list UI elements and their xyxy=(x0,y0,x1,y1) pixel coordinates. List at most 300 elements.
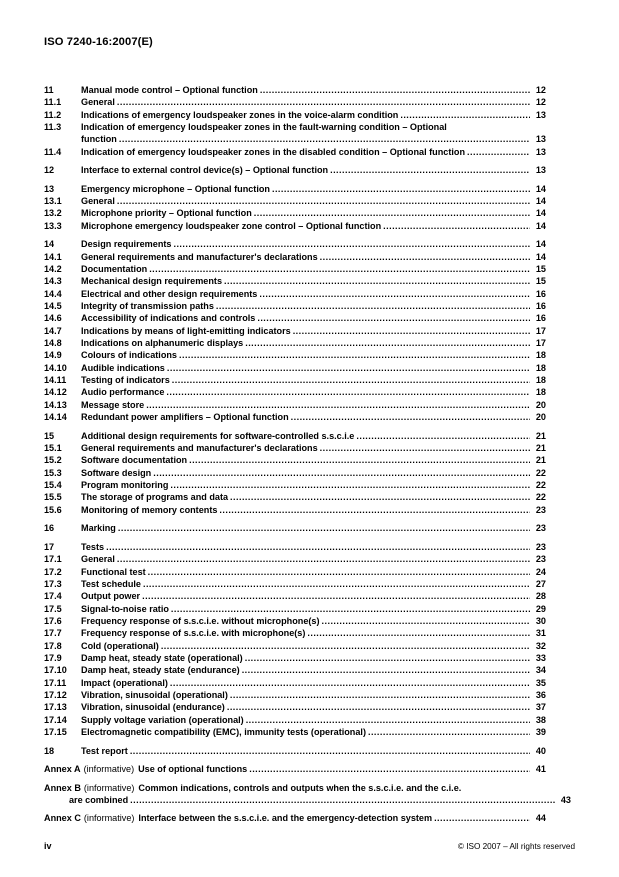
entry-title: Testing of indicators xyxy=(81,375,170,386)
entry-clause-number: 17.15 xyxy=(44,726,67,737)
entry-title-line xyxy=(81,541,546,553)
entry-page-number: 13 xyxy=(535,109,546,120)
entry-page-number: 16 xyxy=(535,313,546,324)
leader-dots xyxy=(245,337,530,349)
entry-title: Electromagnetic compatibility (EMC), immunity tests (operational) xyxy=(81,726,366,737)
toc-entry[interactable] xyxy=(44,374,546,386)
entry-clause-number: 14.13 xyxy=(44,399,67,410)
entry-page-number: 12 xyxy=(535,85,546,95)
entry-body xyxy=(81,652,546,664)
entry-clause-number: 14.3 xyxy=(44,276,62,287)
leader-dots xyxy=(189,454,530,466)
leader-dots xyxy=(307,627,530,639)
toc-entry[interactable] xyxy=(44,337,546,349)
toc-entry[interactable] xyxy=(44,164,546,176)
entry-title: Frequency response of s.s.c.i.e. with microphone(s) xyxy=(81,628,306,639)
leader-dots xyxy=(172,374,530,386)
entry-body xyxy=(81,238,546,250)
entry-page-number: 18 xyxy=(535,387,546,398)
toc-annex-entry[interactable] xyxy=(44,782,571,807)
entry-body xyxy=(81,146,546,158)
entry-page-number: 41 xyxy=(535,764,546,775)
leader-dots xyxy=(368,726,530,738)
entry-body xyxy=(81,504,546,516)
leader-dots xyxy=(153,467,530,479)
toc-entry[interactable] xyxy=(44,701,546,713)
entry-clause-number: 17.1 xyxy=(44,554,62,565)
entry-page-number: 34 xyxy=(535,665,546,676)
entry-page-number: 23 xyxy=(535,541,546,552)
leader-dots xyxy=(254,207,530,219)
toc-entry[interactable] xyxy=(44,590,546,602)
entry-clause-number: 14.4 xyxy=(44,288,62,299)
annex-title: Interface between the s.s.c.i.e. and the emergency-detection system xyxy=(138,813,433,824)
entry-page-number: 36 xyxy=(535,689,546,700)
entry-title-line xyxy=(81,386,546,398)
entry-clause-number: 14.6 xyxy=(44,313,62,324)
entry-clause-number: 12 xyxy=(44,165,55,176)
toc-entry[interactable] xyxy=(44,300,546,312)
toc-entry[interactable] xyxy=(44,411,546,423)
entry-body xyxy=(81,386,546,398)
entry-page-number: 12 xyxy=(535,97,546,108)
entry-clause-number: 13.2 xyxy=(44,208,62,219)
entry-page-number: 14 xyxy=(535,183,546,194)
entry-title-line xyxy=(81,133,546,145)
entry-page-number: 16 xyxy=(535,301,546,312)
toc-entry[interactable] xyxy=(44,312,546,324)
entry-body xyxy=(81,701,546,713)
entry-body xyxy=(81,399,546,411)
toc-entry[interactable] xyxy=(44,121,546,146)
entry-title-line xyxy=(44,763,546,775)
annex-title: Use of optional functions xyxy=(138,764,248,775)
entry-clause-number: 15.2 xyxy=(44,455,62,466)
entry-title: Cold (operational) xyxy=(81,640,159,651)
entry-title: Frequency response of s.s.c.i.e. without microphone(s) xyxy=(81,615,320,626)
entry-title-line xyxy=(81,251,546,263)
entry-page-number: 18 xyxy=(535,362,546,373)
entry-page-number: 17 xyxy=(535,338,546,349)
leader-dots xyxy=(260,84,530,96)
toc-entry[interactable] xyxy=(44,288,546,300)
entry-page-number: 18 xyxy=(535,375,546,386)
entry-clause-number: 11.2 xyxy=(44,109,62,120)
toc-entry[interactable] xyxy=(44,566,546,578)
entry-body xyxy=(81,677,546,689)
entry-page-number: 14 xyxy=(535,220,546,231)
leader-dots xyxy=(249,763,530,775)
entry-body xyxy=(81,337,546,349)
leader-dots xyxy=(118,522,530,534)
entry-page-number: 30 xyxy=(535,615,546,626)
entry-body xyxy=(81,615,546,627)
entry-title-line xyxy=(81,522,546,534)
leader-dots xyxy=(356,430,530,442)
entry-title: Message store xyxy=(81,399,145,410)
entry-title-line xyxy=(81,195,546,207)
entry-clause-number: 11.1 xyxy=(44,97,62,108)
leader-dots xyxy=(224,275,530,287)
leader-dots xyxy=(257,312,530,324)
entry-title-line xyxy=(81,701,546,713)
entry-title: Audible indications xyxy=(81,362,165,373)
entry-title: Indications by means of light-emitting indicators xyxy=(81,325,291,336)
entry-body xyxy=(81,96,546,108)
entry-title-line xyxy=(81,238,546,250)
entry-body xyxy=(81,467,546,479)
entry-title-line xyxy=(81,312,546,324)
toc-entry[interactable] xyxy=(44,504,546,516)
leader-dots xyxy=(166,386,530,398)
toc-entry[interactable] xyxy=(44,442,546,454)
toc-entry[interactable] xyxy=(44,220,546,232)
entry-title-line xyxy=(81,411,546,423)
entry-title-line xyxy=(81,726,546,738)
entry-title: Damp heat, steady state (operational) xyxy=(81,652,243,663)
toc-entry[interactable] xyxy=(44,195,546,207)
entry-page-number: 23 xyxy=(535,523,546,534)
entry-body xyxy=(81,640,546,652)
toc-entry[interactable] xyxy=(44,96,546,108)
entry-clause-number: 17.11 xyxy=(44,677,67,688)
entry-body xyxy=(81,275,546,287)
entry-page-number: 20 xyxy=(535,399,546,410)
entry-title-line xyxy=(44,782,546,794)
entry-clause-number: 17.3 xyxy=(44,578,62,589)
toc-entry[interactable] xyxy=(44,467,546,479)
entry-title: Audio performance xyxy=(81,387,165,398)
entry-title-line xyxy=(81,183,546,195)
toc-entry[interactable] xyxy=(44,251,546,263)
leader-dots xyxy=(291,411,530,423)
entry-title: Manual mode control – Optional function xyxy=(81,85,258,95)
entry-title-line xyxy=(81,454,546,466)
entry-body xyxy=(81,590,546,602)
entry-clause-number: 17.9 xyxy=(44,652,62,663)
toc-entry[interactable] xyxy=(44,263,546,275)
entry-title-line xyxy=(81,337,546,349)
entry-title-line xyxy=(81,288,546,300)
entry-body xyxy=(81,714,546,726)
toc-entry[interactable] xyxy=(44,726,546,738)
entry-title-line xyxy=(81,603,546,615)
entry-clause-number: 14.5 xyxy=(44,301,62,312)
entry-body xyxy=(81,745,546,757)
leader-dots xyxy=(173,238,530,250)
toc-entry[interactable] xyxy=(44,603,546,615)
entry-page-number: 22 xyxy=(535,467,546,478)
entry-body xyxy=(81,411,546,423)
toc-entry[interactable] xyxy=(44,238,546,250)
toc-entry[interactable] xyxy=(44,491,546,503)
entry-page-number: 22 xyxy=(535,492,546,503)
entry-clause-number: 14 xyxy=(44,239,55,250)
toc-entry[interactable] xyxy=(44,553,546,565)
entry-title-line xyxy=(81,442,546,454)
entry-body xyxy=(81,566,546,578)
entry-clause-number: 14.2 xyxy=(44,264,62,275)
entry-title-line xyxy=(81,664,546,676)
toc-entry[interactable] xyxy=(44,664,546,676)
toc-entry[interactable] xyxy=(44,325,546,337)
entry-title-line xyxy=(81,300,546,312)
entry-title: function xyxy=(81,134,117,145)
entry-clause-number: 17 xyxy=(44,541,55,552)
toc-entry[interactable] xyxy=(44,714,546,726)
entry-clause-number: 14.8 xyxy=(44,338,62,349)
entry-title: General requirements and manufacturer's declarations xyxy=(81,251,318,262)
toc-entry[interactable] xyxy=(44,430,546,442)
entry-body xyxy=(81,349,546,361)
entry-clause-number: 17.10 xyxy=(44,665,67,676)
entry-title-line xyxy=(81,207,546,219)
entry-title: Marking xyxy=(81,523,116,534)
page-footer xyxy=(44,841,575,851)
entry-body xyxy=(81,183,546,195)
entry-page-number: 28 xyxy=(535,591,546,602)
leader-dots xyxy=(330,164,530,176)
entry-page-number: 27 xyxy=(535,578,546,589)
leader-dots xyxy=(130,794,555,806)
entry-clause-number: 15.3 xyxy=(44,467,62,478)
entry-title-line xyxy=(81,467,546,479)
entry-body xyxy=(81,627,546,639)
leader-dots xyxy=(434,812,530,824)
entry-body xyxy=(81,164,546,176)
entry-body xyxy=(81,325,546,337)
toc-entry[interactable] xyxy=(44,745,546,757)
toc-entry[interactable] xyxy=(44,275,546,287)
entry-title: Additional design requirements for software-controlled s.s.c.i.e xyxy=(81,430,355,441)
leader-dots xyxy=(106,541,530,553)
leader-dots xyxy=(117,553,530,565)
toc-entry[interactable] xyxy=(44,454,546,466)
entry-clause-number: 17.6 xyxy=(44,615,62,626)
toc-annex-entry[interactable] xyxy=(44,763,546,775)
entry-title: Program monitoring xyxy=(81,480,169,491)
entry-page-number: 22 xyxy=(535,480,546,491)
annex-title: are combined xyxy=(69,794,129,805)
entry-title: Indications on alphanumeric displays xyxy=(81,338,244,349)
toc-entry[interactable] xyxy=(44,479,546,491)
entry-body xyxy=(81,312,546,324)
leader-dots xyxy=(148,566,530,578)
leader-dots xyxy=(170,479,530,491)
table-of-contents xyxy=(44,84,571,825)
toc-entry[interactable] xyxy=(44,207,546,219)
leader-dots xyxy=(179,349,530,361)
entry-title-line xyxy=(81,491,546,503)
entry-clause-number: 14.12 xyxy=(44,387,67,398)
entry-title: Mechanical design requirements xyxy=(81,276,222,287)
toc-entry[interactable] xyxy=(44,399,546,411)
entry-title: Supply voltage variation (operational) xyxy=(81,714,244,725)
entry-page-number: 24 xyxy=(535,566,546,577)
entry-title: Microphone emergency loudspeaker zone control – Optional function xyxy=(81,220,382,231)
entry-title-line xyxy=(81,109,546,121)
leader-dots xyxy=(320,442,530,454)
toc-entry[interactable] xyxy=(44,183,546,195)
leader-dots xyxy=(320,251,530,263)
entry-title: Output power xyxy=(81,591,141,602)
entry-clause-number: 13.3 xyxy=(44,220,62,231)
footer-copyright: © ISO 2007 – All rights reserved xyxy=(457,842,575,851)
leader-dots xyxy=(272,183,530,195)
entry-body xyxy=(81,689,546,701)
entry-body xyxy=(81,288,546,300)
entry-page-number: 38 xyxy=(535,714,546,725)
entry-body xyxy=(81,109,546,121)
leader-dots xyxy=(219,504,530,516)
entry-title-line xyxy=(81,553,546,565)
leader-dots xyxy=(259,288,530,300)
entry-title-line xyxy=(81,689,546,701)
toc-entry[interactable] xyxy=(44,689,546,701)
entry-clause-number: 14.10 xyxy=(44,362,67,373)
toc-entry[interactable] xyxy=(44,109,546,121)
leader-dots xyxy=(400,109,530,121)
toc-entry[interactable] xyxy=(44,627,546,639)
entry-title: Monitoring of memory contents xyxy=(81,504,218,515)
entry-title-line xyxy=(81,263,546,275)
leader-dots xyxy=(119,133,530,145)
entry-body xyxy=(81,479,546,491)
entry-title: General xyxy=(81,196,115,207)
entry-body xyxy=(81,553,546,565)
entry-title: Electrical and other design requirements xyxy=(81,288,258,299)
entry-title-line xyxy=(81,479,546,491)
leader-dots xyxy=(170,677,530,689)
entry-clause-number: 17.2 xyxy=(44,566,62,577)
annex-label: Annex A xyxy=(44,764,81,775)
toc-entry[interactable] xyxy=(44,640,546,652)
entry-title-line xyxy=(81,374,546,386)
entry-clause-number: 14.9 xyxy=(44,350,62,361)
entry-page-number: 31 xyxy=(535,628,546,639)
entry-body xyxy=(81,195,546,207)
entry-clause-number: 17.12 xyxy=(44,689,67,700)
entry-title: Colours of indications xyxy=(81,350,177,361)
entry-title: General xyxy=(81,97,115,108)
entry-clause-number: 14.14 xyxy=(44,412,67,423)
entry-page-number: 14 xyxy=(535,239,546,250)
leader-dots xyxy=(467,146,530,158)
entry-page-number: 14 xyxy=(535,196,546,207)
entry-title: Software design xyxy=(81,467,152,478)
leader-dots xyxy=(227,701,530,713)
toc-entry[interactable] xyxy=(44,541,546,553)
toc-entry[interactable] xyxy=(44,84,546,96)
entry-body xyxy=(81,442,546,454)
leader-dots xyxy=(146,399,530,411)
entry-title-line xyxy=(81,566,546,578)
entry-title-line xyxy=(81,96,546,108)
entry-title: Signal-to-noise ratio xyxy=(81,603,169,614)
entry-page-number: 23 xyxy=(535,504,546,515)
entry-clause-number: 14.1 xyxy=(44,251,62,262)
annex-label: Annex B xyxy=(44,782,81,793)
entry-title: Vibration, sinusoidal (endurance) xyxy=(81,702,225,713)
entry-clause-number: 15.4 xyxy=(44,480,62,491)
entry-page-number: 13 xyxy=(535,134,546,145)
entry-title-line xyxy=(81,578,546,590)
leader-dots xyxy=(167,362,530,374)
entry-title: The storage of programs and data xyxy=(81,492,229,503)
entry-title-line xyxy=(81,430,546,442)
entry-title: Tests xyxy=(81,541,105,552)
toc-entry[interactable] xyxy=(44,615,546,627)
toc-entry[interactable] xyxy=(44,652,546,664)
entry-title: Design requirements xyxy=(81,239,172,250)
entry-page-number: 18 xyxy=(535,350,546,361)
entry-clause-number: 14.11 xyxy=(44,375,67,386)
toc-annex-entry[interactable] xyxy=(44,812,546,824)
entry-title-line xyxy=(81,325,546,337)
entry-title-line xyxy=(81,627,546,639)
toc-entry[interactable] xyxy=(44,362,546,374)
leader-dots xyxy=(245,652,530,664)
entry-title-line xyxy=(81,677,546,689)
entry-page-number: 21 xyxy=(535,430,546,441)
leader-dots xyxy=(142,590,530,602)
toc-entry[interactable] xyxy=(44,677,546,689)
entry-title: Emergency microphone – Optional function xyxy=(81,183,270,194)
entry-clause-number: 15.1 xyxy=(44,443,62,454)
entry-clause-number: 16 xyxy=(44,523,55,534)
entry-title-line xyxy=(81,615,546,627)
entry-page-number: 13 xyxy=(535,146,546,157)
toc-entry[interactable] xyxy=(44,386,546,398)
entry-page-number: 23 xyxy=(535,554,546,565)
entry-body xyxy=(81,362,546,374)
entry-body xyxy=(81,263,546,275)
entry-title-line xyxy=(81,349,546,361)
entry-body xyxy=(81,454,546,466)
entry-title-line xyxy=(81,362,546,374)
leader-dots xyxy=(143,578,530,590)
entry-page-number: 32 xyxy=(535,640,546,651)
entry-title-line xyxy=(81,275,546,287)
entry-page-number: 39 xyxy=(535,726,546,737)
entry-body xyxy=(81,84,546,96)
entry-body xyxy=(81,664,546,676)
entry-title: Accessibility of indications and controls xyxy=(81,313,256,324)
entry-body xyxy=(81,491,546,503)
toc-entry[interactable] xyxy=(44,522,546,534)
toc-entry[interactable] xyxy=(44,146,546,158)
document-header: ISO 7240-16:2007(E) xyxy=(44,36,153,48)
leader-dots xyxy=(117,195,530,207)
entry-title: General requirements and manufacturer's declarations xyxy=(81,443,318,454)
entry-clause-number: 15.6 xyxy=(44,504,62,515)
entry-title-line xyxy=(44,812,546,824)
entry-title: Redundant power amplifiers – Optional function xyxy=(81,412,289,423)
toc-entry[interactable] xyxy=(44,349,546,361)
leader-dots xyxy=(130,745,530,757)
entry-clause-number: 17.14 xyxy=(44,714,67,725)
entry-clause-number: 11.4 xyxy=(44,146,62,157)
entry-body xyxy=(81,251,546,263)
entry-clause-number: 17.7 xyxy=(44,628,62,639)
entry-title-line xyxy=(81,121,546,133)
entry-title: Microphone priority – Optional function xyxy=(81,208,252,219)
footer-page-number: iv xyxy=(44,841,52,851)
entry-body xyxy=(81,726,546,738)
entry-page-number: 21 xyxy=(535,455,546,466)
entry-body xyxy=(81,374,546,386)
toc-entry[interactable] xyxy=(44,578,546,590)
